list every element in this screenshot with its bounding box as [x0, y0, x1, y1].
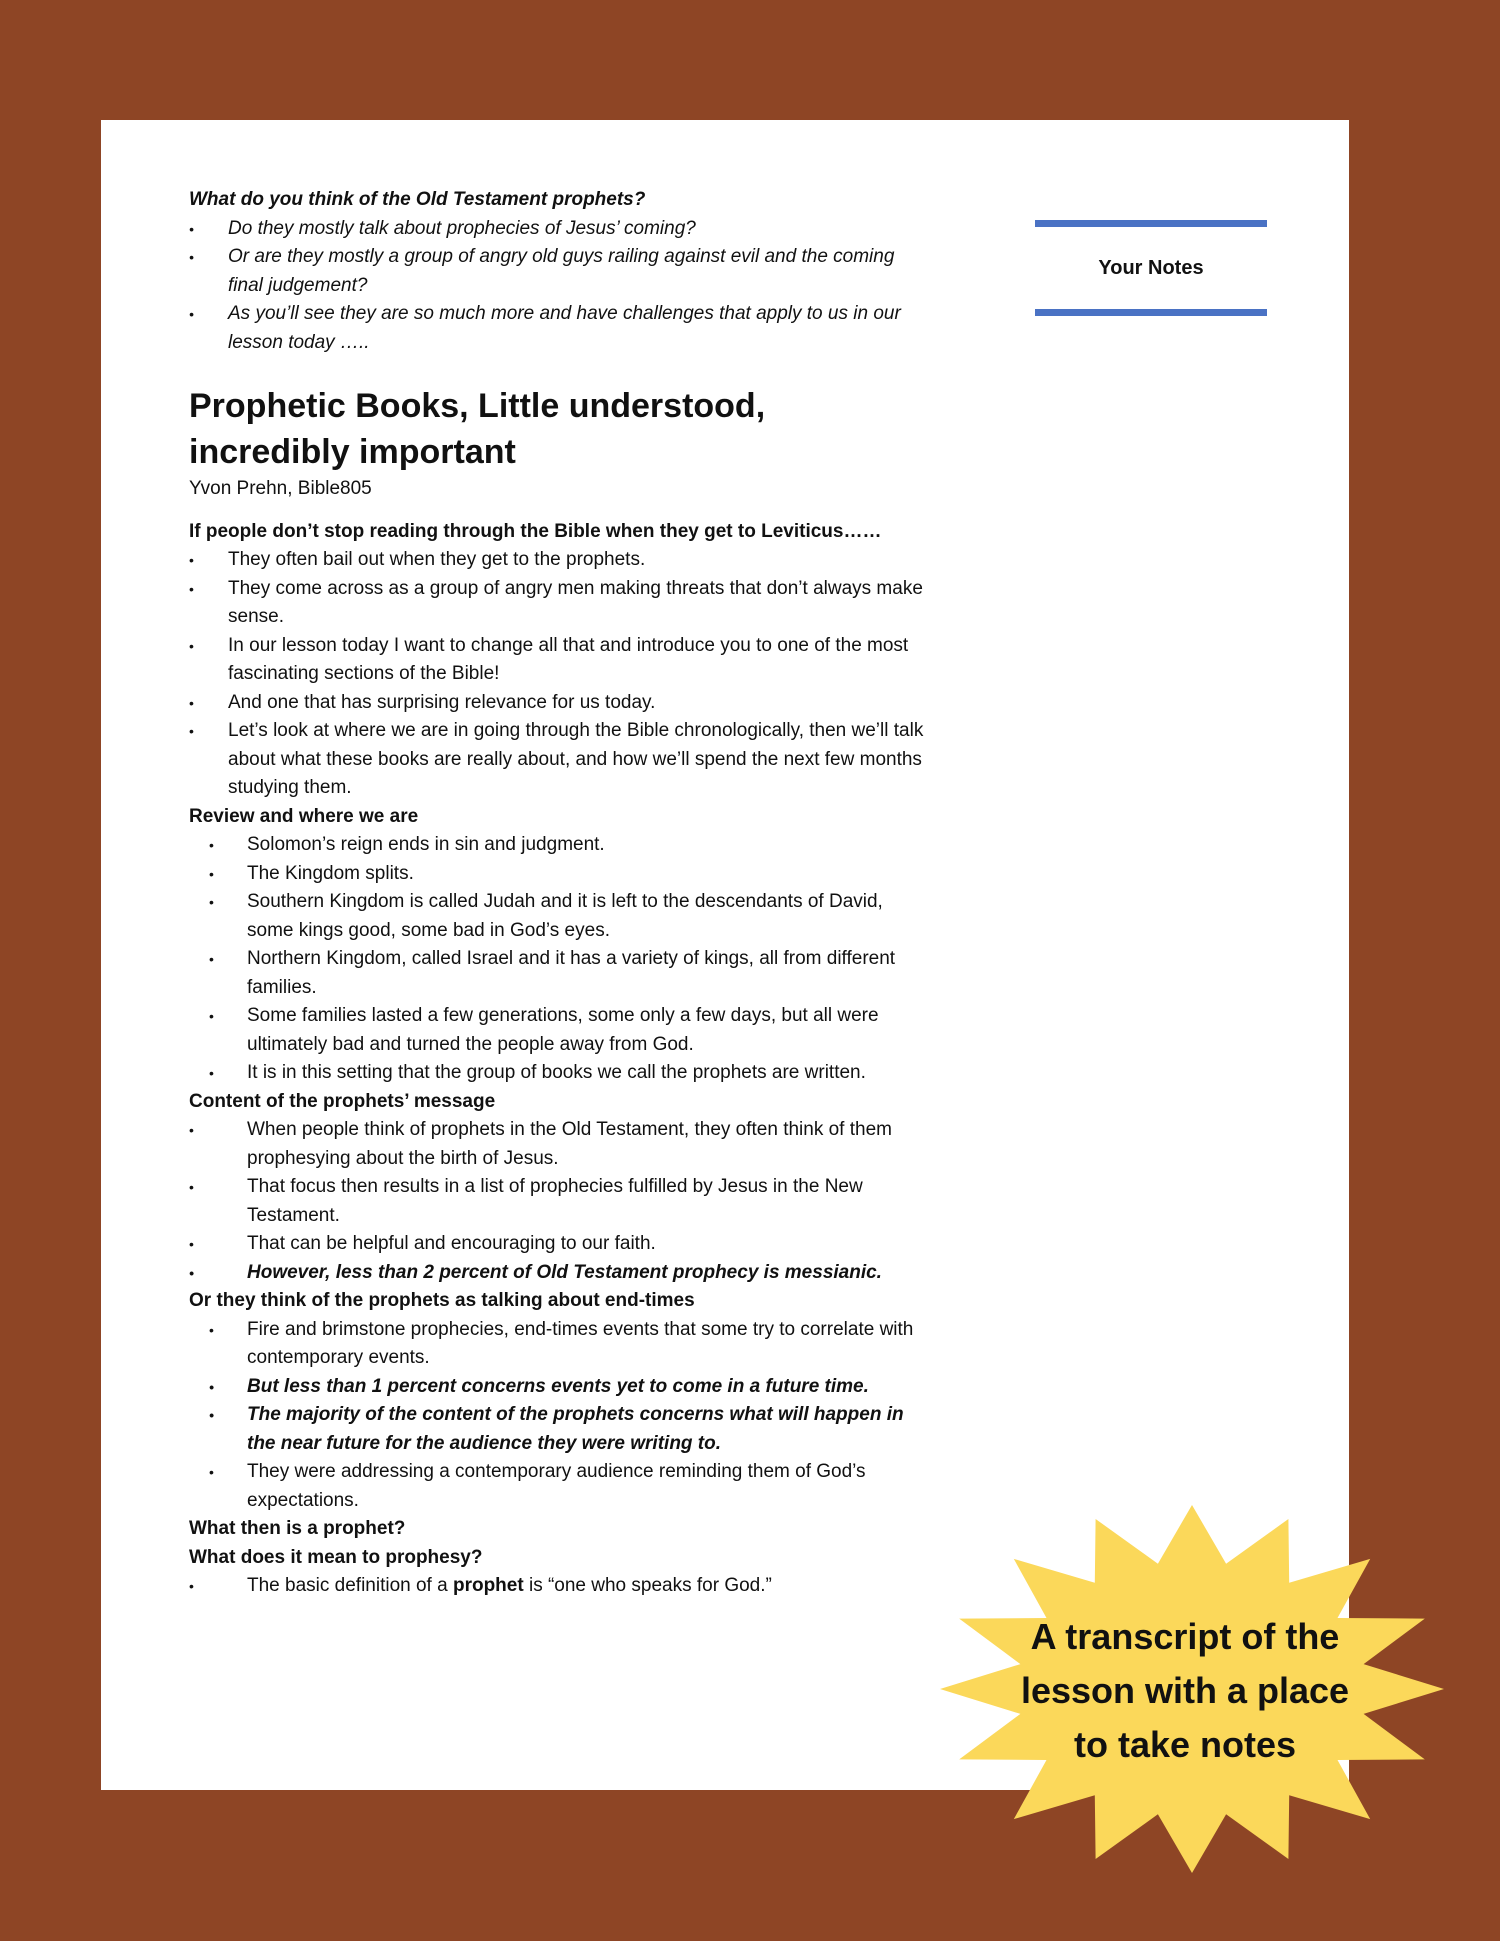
list-item: • When people think of prophets in the Old Testament, they often think of them prophesying about the birth of Jesus.: [189, 1116, 929, 1173]
list-item: • The Kingdom splits.: [189, 860, 929, 889]
section-heading: Review and where we are: [189, 805, 419, 827]
section3-list: [189, 1116, 929, 1287]
intro-list: [189, 215, 929, 358]
list-item: • Let’s look at where we are in going through the Bible chronologically, then we’ll talk about what these books are really about, and how we’ll spend the next few months studying them.: [189, 717, 929, 803]
list-item: • Or are they mostly a group of angry old guys railing against evil and the coming final judgement?: [189, 243, 929, 300]
list-item: • And one that has surprising relevance for us today.: [189, 689, 929, 718]
list-item: • However, less than 2 percent of Old Testament prophecy is messianic.: [189, 1259, 929, 1288]
list-item: • But less than 1 percent concerns events yet to come in a future time.: [189, 1373, 929, 1402]
list-item: • As you’ll see they are so much more and have challenges that apply to us in our lesson today …..: [189, 300, 929, 357]
list-item: • Fire and brimstone prophecies, end-times events that some try to correlate with contemporary events.: [189, 1316, 929, 1373]
list-item: • Solomon’s reign ends in sin and judgment.: [189, 831, 929, 860]
starburst-line: A transcript of the: [1030, 1616, 1340, 1657]
list-item: • Some families lasted a few generations, some only a few days, but all were ultimately bad and turned the people away from God.: [189, 1002, 929, 1059]
section4-list: [189, 1316, 929, 1516]
list-item: • That focus then results in a list of prophecies fulfilled by Jesus in the New Testament.: [189, 1173, 929, 1230]
section1-list: [189, 546, 929, 803]
intro-question: What do you think of the Old Testament prophets?: [189, 189, 646, 210]
notes-header: [1035, 220, 1267, 316]
starburst-text: [990, 1610, 1380, 1772]
definition-text: is “one who speaks for God.”: [523, 1575, 772, 1596]
section-heading: Or they think of the prophets as talking about end-times: [189, 1290, 695, 1311]
list-item: • That can be helpful and encouraging to our faith.: [189, 1230, 929, 1259]
section-heading: Content of the prophets’ message: [189, 1090, 496, 1112]
section-heading: If people don’t stop reading through the Bible when they get to Leviticus……: [189, 520, 882, 542]
list-item: • The majority of the content of the prophets concerns what will happen in the near future for the audience they were writing to.: [189, 1401, 929, 1458]
starburst-line: to take notes: [1073, 1724, 1297, 1765]
definition-text: The basic definition of a: [247, 1575, 453, 1596]
starburst-line: lesson with a place: [1020, 1670, 1350, 1711]
list-item: • They come across as a group of angry men making threats that don’t always make sense.: [189, 575, 929, 632]
section-heading: What does it mean to prophesy?: [189, 1546, 483, 1568]
list-item: • They were addressing a contemporary audience reminding them of God’s expectations.: [189, 1458, 929, 1515]
list-item: • Do they mostly talk about prophecies of Jesus’ coming?: [189, 215, 929, 244]
byline: Yvon Prehn, Bible805: [189, 478, 372, 499]
list-item: • In our lesson today I want to change all that and introduce you to one of the most fascinating sections of the Bible!: [189, 632, 929, 689]
list-item: • Southern Kingdom is called Judah and it is left to the descendants of David, some kings good, some bad in God’s eyes.: [189, 888, 929, 945]
list-item: • It is in this setting that the group of books we call the prophets are written.: [189, 1059, 929, 1088]
notes-label: Your Notes: [1098, 256, 1204, 279]
list-item: • Northern Kingdom, called Israel and it has a variety of kings, all from different families.: [189, 945, 929, 1002]
section2-list: [189, 831, 929, 1088]
list-item: [189, 1572, 929, 1601]
page-title: Prophetic Books, Little understood, incredibly important: [189, 387, 766, 471]
section-heading: What then is a prophet?: [189, 1518, 406, 1539]
section5-list: [189, 1572, 929, 1601]
list-item: • They often bail out when they get to the prophets.: [189, 546, 929, 575]
document-body: [189, 186, 929, 1601]
definition-term: prophet: [452, 1575, 524, 1596]
